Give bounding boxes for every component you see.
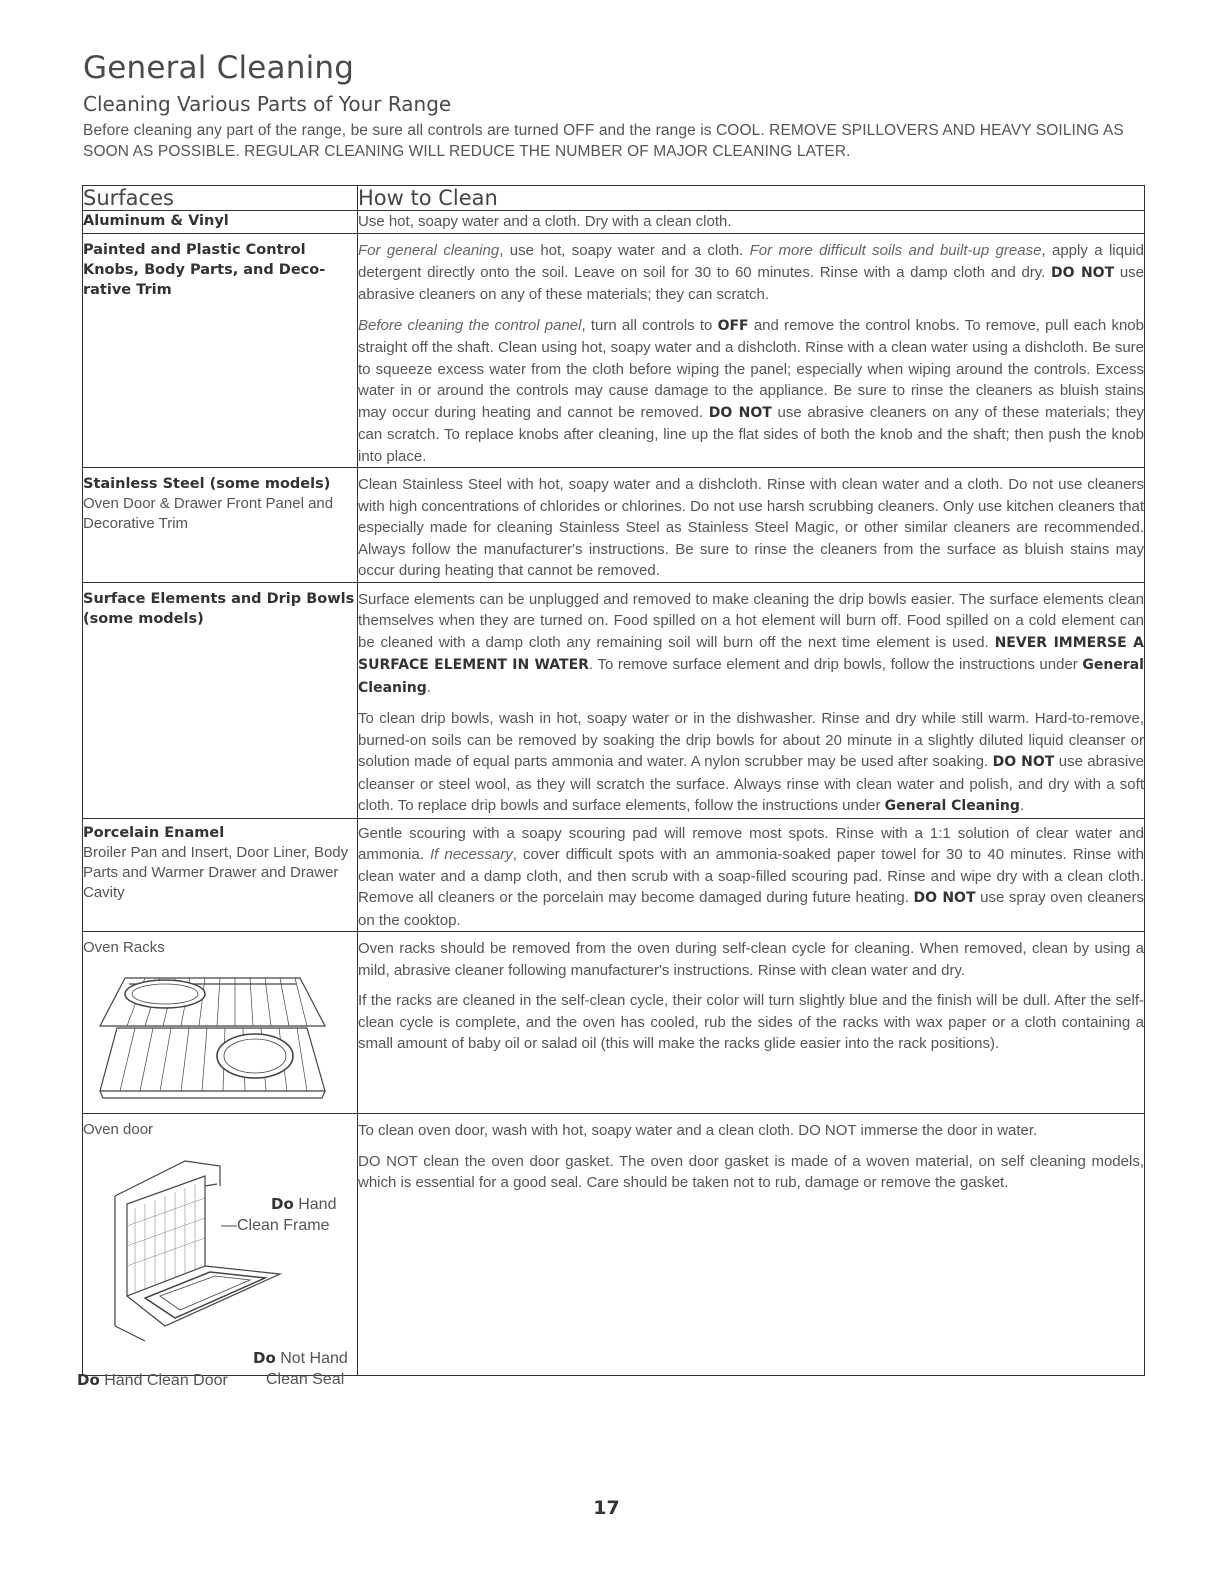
instruction-text: , use hot, soapy water and a cloth.	[499, 242, 750, 259]
surface-cell	[77, 1114, 358, 1389]
instruction-text: and remove the control knobs. To remove, pull each knob straight off the shaft. Clean using hot, soapy water and a dishcloth. Rinse with a clean water using a dishcloth. Be sure to squeeze excess water from the cloth before wiping the panel; especially when wiping around the controls. Excess water in or around the controls may cause damage to the appliance. Be sure to rinse the cleaners as bluish stains may occur during heating and cannot be removed.	[358, 316, 1144, 421]
instruction-text: Clean Stainless Steel with hot, soapy water and a dishcloth. Rinse with clean water and a cloth. Do not use cleaners with high concentrations of chlorides or chlorines. Do not use harsh scrubbing cleaners. Only use kitchen cleaners that especially made for cleaning Stainless Steel as Stainless Steel Magic, or other similar cleaners are recommended. Always follow the manufacturer's instructions. Be sure to rinse the cleaners from the surface as bluish stains may occur during heating that cannot be removed.	[358, 476, 1144, 579]
surface-cell	[83, 468, 358, 583]
instruction-paragraph	[358, 240, 1144, 306]
surface-name: Aluminum & Vinyl	[83, 213, 229, 229]
row-porcelain-enamel	[83, 818, 1145, 932]
warning-text: DO NOT	[992, 754, 1055, 770]
page-title: General Cleaning	[83, 50, 355, 86]
page-number: 17	[593, 1497, 620, 1519]
instructions-cell	[358, 211, 1145, 234]
warning-text: DO NOT	[913, 890, 976, 906]
row-aluminum	[83, 211, 1145, 234]
row-stainless-steel	[83, 468, 1145, 583]
label-not-clean-seal-line2: Clean Seal	[266, 1371, 345, 1388]
instruction-text: use abrasive cleaners on any of these materials; they can scratch. To replace knobs after cleaning, line up the flat sides of both the knob and the shaft; then push the knob into place.	[358, 403, 1144, 465]
surface-name: Porcelain Enamel	[83, 824, 225, 841]
instruction-text: Use hot, soapy water and a cloth. Dry with a clean cloth.	[358, 213, 732, 230]
instruction-paragraph	[358, 589, 1144, 700]
instruction-paragraph	[358, 823, 1144, 932]
cleaning-table	[77, 185, 1145, 1389]
oven-rack-illustration	[95, 966, 330, 1106]
row-oven-door	[83, 1114, 1145, 1376]
instruction-text: .	[426, 678, 431, 696]
instruction-text: Surface elements can be unplugged and removed to make cleaning the drip bowls easier. The surface elements clean themselves when they are turned on. Food spilled on a hot element will burn off. Food spilled on a cold element can be cleaned with a damp cloth any remaining soil will burn off the next time element is used.	[358, 590, 1144, 651]
warning-text: OFF	[717, 317, 749, 334]
instruction-paragraph	[358, 708, 1144, 818]
instruction-text: , apply a liquid detergent directly onto the soil. Leave on soil for 30 to 60 minutes. Rinse with a damp cloth and dry.	[358, 242, 1144, 281]
surface-name: Oven Racks	[83, 939, 165, 956]
emphasis-text: If necessary	[429, 846, 513, 863]
instructions-cell	[358, 1114, 1145, 1376]
label-hand-clean-door: Do Hand Clean Door	[77, 1371, 228, 1389]
warning-text: DO NOT	[1051, 264, 1115, 281]
instruction-text: . To remove surface element and drip bowls, follow the instructions under	[588, 656, 1083, 673]
instruction-paragraph	[358, 315, 1144, 468]
instruction-text: Gentle scouring with a soapy scouring pad will remove most spots. Rinse with a 1:1 solution of clear water and ammonia.	[358, 824, 1144, 863]
surface-name: Oven door	[83, 1121, 154, 1138]
oven-door-diagram	[77, 1140, 348, 1389]
emphasis-text: For more difficult soils and built-up grease	[749, 242, 1042, 259]
row-surface-elements	[83, 582, 1145, 818]
surface-cell	[83, 234, 358, 468]
surface-cell	[83, 582, 358, 818]
instruction-text: .	[1019, 797, 1025, 814]
label-not-clean-seal: Do Not Hand	[253, 1349, 348, 1367]
header-surfaces: Surfaces	[83, 186, 358, 211]
instruction-text: Oven racks should be removed from the oven during self-clean cycle for cleaning. When removed, clean by using a mild, abrasive cleaner following manufacturer's instructions. Rinse with clean water and dry.	[358, 940, 1144, 979]
surface-detail: Broiler Pan and Insert, Door Liner, Body Parts and Warmer Drawer and Drawer Cavity	[83, 843, 349, 901]
row-oven-racks	[83, 932, 1145, 1114]
instructions-cell	[358, 234, 1145, 468]
instructions-cell	[358, 468, 1145, 583]
instruction-text: DO NOT clean the oven door gasket. The oven door gasket is made of a woven material, on self cleaning models, which is essential for a good seal. Care should be taken not to rub, damage or remove the gasket.	[358, 1152, 1144, 1191]
surface-name: Surface Elements and Drip Bowls (some models)	[83, 590, 355, 627]
surface-cell	[83, 932, 358, 1114]
surface-name: Painted and Plastic Control Knobs, Body Parts, and Deco-rative Trim	[83, 242, 326, 298]
instructions-cell	[358, 582, 1145, 818]
surface-cell	[83, 211, 358, 234]
oven-door-illustration	[105, 1146, 305, 1346]
instruction-text: use abrasive cleanser or steel wool, as they will scratch the surface. Always rinse with clean water and polish, and dry with a soft cloth. To replace drip bowls and surface elements, follow the instructions under	[358, 753, 1144, 814]
instruction-text: , cover difficult spots with an ammonia-soaked paper towel for 30 to 40 minutes. Rinse with clean water and a damp cloth, and then scrub with a soap-filled scouring pad. Rinse and wipe dry with a clean cloth. Remove all cleaners or the porcelain may become damaged during future heating.	[358, 846, 1145, 906]
instructions-cell	[358, 932, 1145, 1114]
instruction-text: use abrasive cleaners on any of these materials; they can scratch.	[358, 263, 1144, 303]
warning-text: DO NOT	[708, 404, 772, 421]
surface-cell	[83, 818, 358, 932]
surface-name: Stainless Steel (some models)	[83, 476, 331, 492]
emphasis-text: For general cleaning	[358, 242, 500, 259]
surface-detail: Oven Door & Drawer Front Panel and Decorative Trim	[83, 495, 334, 532]
intro-paragraph: Before cleaning any part of the range, be sure all controls are turned OFF and the range is COOL. REMOVE SPILLOVERS AND HEAVY SOILING AS SOON AS POSSIBLE. REGULAR CLEANING WILL REDUCE THE NUMBER OF MAJOR CLEANING LATER.	[83, 122, 1124, 160]
instruction-text: , turn all controls to	[581, 316, 718, 334]
label-hand-clean-frame-line2: —Clean Frame	[221, 1217, 330, 1234]
instruction-text: use spray oven cleaners on the cooktop.	[358, 889, 1144, 929]
row-painted-plastic	[83, 234, 1145, 468]
label-hand-clean-frame: Do Hand	[271, 1195, 337, 1213]
section-subtitle: Cleaning Various Parts of Your Range	[83, 92, 452, 116]
warning-text: NEVER IMMERSE A SURFACE ELEMENT IN WATER	[358, 634, 1144, 673]
instruction-text: To clean oven door, wash with hot, soapy water and a clean cloth. DO NOT immerse the door in water.	[358, 1122, 1038, 1139]
table-header-row	[83, 186, 1145, 211]
emphasis-text: Before cleaning the control panel	[358, 316, 582, 334]
reference-text: General Cleaning	[358, 657, 1144, 696]
instructions-cell	[358, 818, 1145, 932]
reference-text: General Cleaning	[884, 798, 1020, 814]
instruction-text: If the racks are cleaned in the self-clean cycle, their color will turn slightly blue and the finish will be dull. After the self-clean cycle is complete, and the oven has cooled, rub the sides of the racks with wax paper or a cloth containing a small amount of baby oil or salad oil (this will make the racks glide easier into the rack positions).	[358, 992, 1144, 1052]
header-how-to-clean: How to Clean	[358, 186, 1145, 211]
instruction-text: To clean drip bowls, wash in hot, soapy water or in the dishwasher. Rinse and dry while still warm. Hard-to-remove, burned-on soils can be removed by soaking the drip bowls for about 20 minute in a slightly diluted liquid cleanser or solution made of equal parts ammonia and water. A nylon scrubber may be used after soaking.	[358, 710, 1144, 770]
